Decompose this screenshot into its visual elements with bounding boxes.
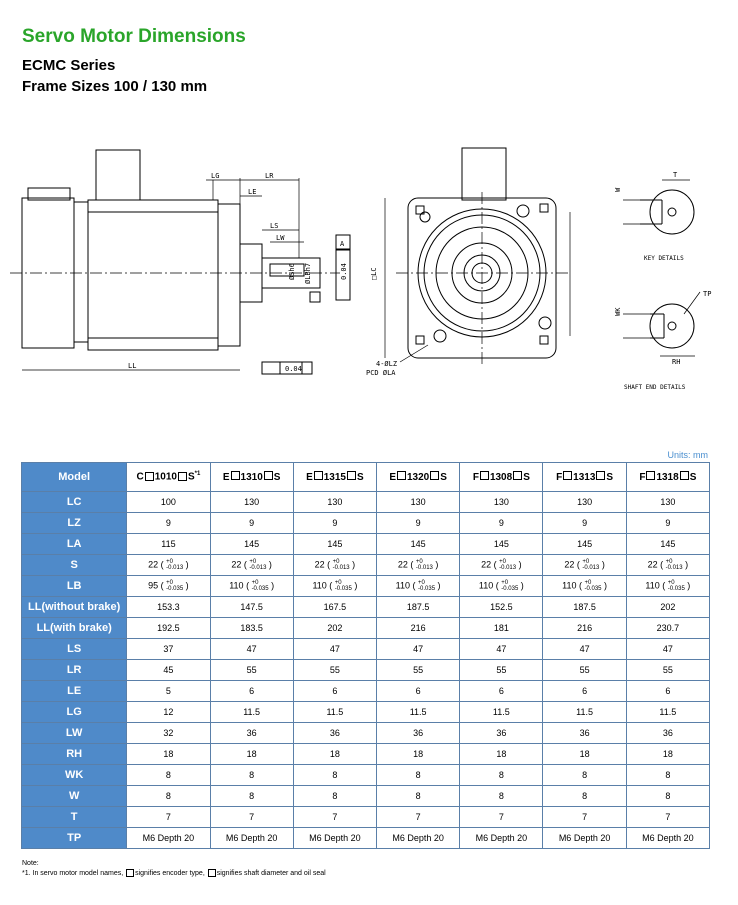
label-runout: 0.04 [340,263,348,280]
table-cell: 147.5 [210,597,293,618]
table-cell: 47 [210,639,293,660]
shaft-end-details-caption: SHAFT END DETAILS [624,384,686,391]
table-cell: 192.5 [127,618,210,639]
table-cell: 7 [127,807,210,828]
table-cell: 110 ( +0 -0.035 ) [293,576,376,597]
label-lb-dia: ØLBh7 [304,262,312,284]
table-cell: 167.5 [293,597,376,618]
table-row [22,765,710,786]
table-cell: 110 ( +0 -0.035 ) [460,576,543,597]
table-cell: 55 [293,660,376,681]
label-lw: LW [276,234,285,242]
table-row [22,786,710,807]
table-cell: M6 Depth 20 [210,828,293,849]
table-row [22,681,710,702]
table-cell: 7 [377,807,460,828]
table-row [22,513,710,534]
table-cell: 6 [543,681,626,702]
notes [22,859,326,879]
table-cell: 36 [377,723,460,744]
table-row [22,555,710,576]
label-s-dia: ØSh6 [288,263,296,280]
table-cell: 6 [210,681,293,702]
key-details-caption: KEY DETAILS [644,255,684,262]
table-cell: 130 [460,492,543,513]
model-col: E 1310 S [210,463,293,492]
table-cell: 18 [293,744,376,765]
table-cell: 110 ( +0 -0.035 ) [377,576,460,597]
table-cell: 22 ( +0 -0.013 ) [210,555,293,576]
table-cell: 36 [543,723,626,744]
table-cell: 9 [626,513,709,534]
label-datum: A [340,240,345,248]
table-cell: 55 [377,660,460,681]
table-row [22,807,710,828]
table-cell: 36 [626,723,709,744]
table-cell: 8 [293,765,376,786]
table-cell: M6 Depth 20 [127,828,210,849]
table-cell: 47 [626,639,709,660]
table-cell: 8 [626,786,709,807]
table-cell: 12 [127,702,210,723]
table-cell: 9 [127,513,210,534]
table-cell: M6 Depth 20 [377,828,460,849]
table-cell: 8 [210,786,293,807]
table-cell: 22 ( +0 -0.013 ) [293,555,376,576]
table-cell: 145 [543,534,626,555]
row-header: LS [22,639,127,660]
table-cell: 6 [293,681,376,702]
table-cell: 47 [293,639,376,660]
table-cell: 202 [626,597,709,618]
table-row [22,744,710,765]
table-cell: 22 ( +0 -0.013 ) [377,555,460,576]
frame-sizes-title: Frame Sizes 100 / 130 mm [22,78,208,95]
model-col: E 1315 S [293,463,376,492]
row-header: LR [22,660,127,681]
label-pcd: PCD ØLA [366,369,396,377]
table-cell: 110 ( +0 -0.035 ) [626,576,709,597]
table-cell: 130 [293,492,376,513]
table-cell: 18 [543,744,626,765]
table-cell: 18 [127,744,210,765]
table-header-row [22,463,710,492]
table-cell: 230.7 [626,618,709,639]
table-cell: M6 Depth 20 [460,828,543,849]
shaft-end-view [623,292,700,356]
row-header: WK [22,765,127,786]
row-header: RH [22,744,127,765]
table-cell: 11.5 [377,702,460,723]
row-header: T [22,807,127,828]
table-cell: 11.5 [210,702,293,723]
page-title: Servo Motor Dimensions [22,26,246,47]
table-row [22,723,710,744]
table-cell: 45 [127,660,210,681]
label-lc: □LC [370,267,378,280]
table-cell: 8 [293,786,376,807]
table-cell: 8 [377,765,460,786]
table-cell: 36 [210,723,293,744]
table-cell: 110 ( +0 -0.035 ) [210,576,293,597]
table-cell: 6 [460,681,543,702]
row-header: LB [22,576,127,597]
table-cell: 100 [127,492,210,513]
dimension-drawing [0,140,738,400]
table-cell: 11.5 [460,702,543,723]
table-cell: 130 [377,492,460,513]
table-cell: 130 [626,492,709,513]
table-cell: 55 [543,660,626,681]
label-t: T [673,171,678,179]
table-cell: 36 [460,723,543,744]
table-cell: 153.3 [127,597,210,618]
table-cell: 18 [626,744,709,765]
table-row [22,828,710,849]
label-wk: WK [614,307,622,316]
table-cell: 9 [460,513,543,534]
table-cell: 145 [210,534,293,555]
table-cell: 11.5 [543,702,626,723]
table-cell: 95 ( +0 -0.035 ) [127,576,210,597]
row-header: S [22,555,127,576]
table-cell: 130 [210,492,293,513]
table-cell: 7 [543,807,626,828]
table-cell: 8 [543,786,626,807]
table-cell: 5 [127,681,210,702]
row-header: TP [22,828,127,849]
model-col: F 1308 S [460,463,543,492]
table-row [22,660,710,681]
table-cell: 8 [460,765,543,786]
table-cell: 145 [626,534,709,555]
table-cell: 110 ( +0 -0.035 ) [543,576,626,597]
front-view [385,148,570,365]
notes-line: *1. In servo motor model names, signifies encoder type, signifies shaft diameter and oil seal [22,870,326,877]
model-col: E 1320 S [377,463,460,492]
table-cell: 55 [460,660,543,681]
label-w: W [614,187,622,192]
table-cell: 9 [377,513,460,534]
table-cell: 6 [377,681,460,702]
label-lg: LG [211,172,220,180]
model-header: Model [22,463,127,492]
table-cell: 216 [543,618,626,639]
table-cell: 47 [377,639,460,660]
label-rh: RH [672,358,681,366]
table-row [22,639,710,660]
table-cell: 11.5 [293,702,376,723]
table-cell: 9 [543,513,626,534]
label-holes: 4-ØLZ [376,360,398,368]
table-row [22,597,710,618]
table-cell: 8 [127,786,210,807]
row-header: LG [22,702,127,723]
table-cell: 8 [377,786,460,807]
table-cell: 8 [626,765,709,786]
table-cell: 36 [293,723,376,744]
row-header: LA [22,534,127,555]
table-cell: 8 [127,765,210,786]
table-cell: M6 Depth 20 [293,828,376,849]
model-col: F 1313 S [543,463,626,492]
table-cell: 18 [210,744,293,765]
table-cell: 8 [543,765,626,786]
table-cell: 11.5 [626,702,709,723]
table-cell: 152.5 [460,597,543,618]
table-cell: 181 [460,618,543,639]
table-cell: 7 [626,807,709,828]
row-header: W [22,786,127,807]
table-cell: 202 [293,618,376,639]
table-cell: 145 [293,534,376,555]
table-cell: 187.5 [377,597,460,618]
table-cell: 8 [210,765,293,786]
table-row [22,618,710,639]
side-view [10,150,350,374]
row-header: LL(without brake) [22,597,127,618]
model-col: C 1010 $S^{*1}$ [127,463,210,492]
table-cell: M6 Depth 20 [543,828,626,849]
key-details-view [623,180,694,234]
units-label: Units: mm [667,450,708,460]
label-tp: TP [703,290,712,298]
label-perp: 0.04 [285,365,302,373]
label-ls: LS [270,222,279,230]
series-title: ECMC Series [22,57,116,74]
model-col: F 1318 S [626,463,709,492]
table-cell: 47 [543,639,626,660]
table-cell: 55 [210,660,293,681]
table-cell: M6 Depth 20 [626,828,709,849]
table-cell: 18 [460,744,543,765]
table-row [22,534,710,555]
dimensions-table [21,462,710,849]
row-header: LL(with brake) [22,618,127,639]
label-ll: LL [128,362,137,370]
row-header: LW [22,723,127,744]
table-cell: 47 [460,639,543,660]
table-cell: 18 [377,744,460,765]
table-cell: 22 ( +0 -0.013 ) [460,555,543,576]
table-cell: 6 [626,681,709,702]
table-cell: 145 [377,534,460,555]
table-cell: 130 [543,492,626,513]
table-cell: 145 [460,534,543,555]
table-cell: 9 [293,513,376,534]
table-cell: 216 [377,618,460,639]
table-row [22,702,710,723]
table-cell: 115 [127,534,210,555]
table-cell: 22 ( +0 -0.013 ) [543,555,626,576]
table-row [22,576,710,597]
row-header: LE [22,681,127,702]
table-cell: 22 ( +0 -0.013 ) [127,555,210,576]
label-le: LE [248,188,257,196]
row-header: LZ [22,513,127,534]
label-lr: LR [265,172,274,180]
table-cell: 7 [460,807,543,828]
table-cell: 55 [626,660,709,681]
table-cell: 8 [460,786,543,807]
table-cell: 7 [210,807,293,828]
notes-heading: Note: [22,860,39,867]
table-cell: 187.5 [543,597,626,618]
table-cell: 37 [127,639,210,660]
table-cell: 32 [127,723,210,744]
table-cell: 183.5 [210,618,293,639]
table-cell: 9 [210,513,293,534]
table-cell: 7 [293,807,376,828]
table-row [22,492,710,513]
table-cell: 22 ( +0 -0.013 ) [626,555,709,576]
row-header: LC [22,492,127,513]
